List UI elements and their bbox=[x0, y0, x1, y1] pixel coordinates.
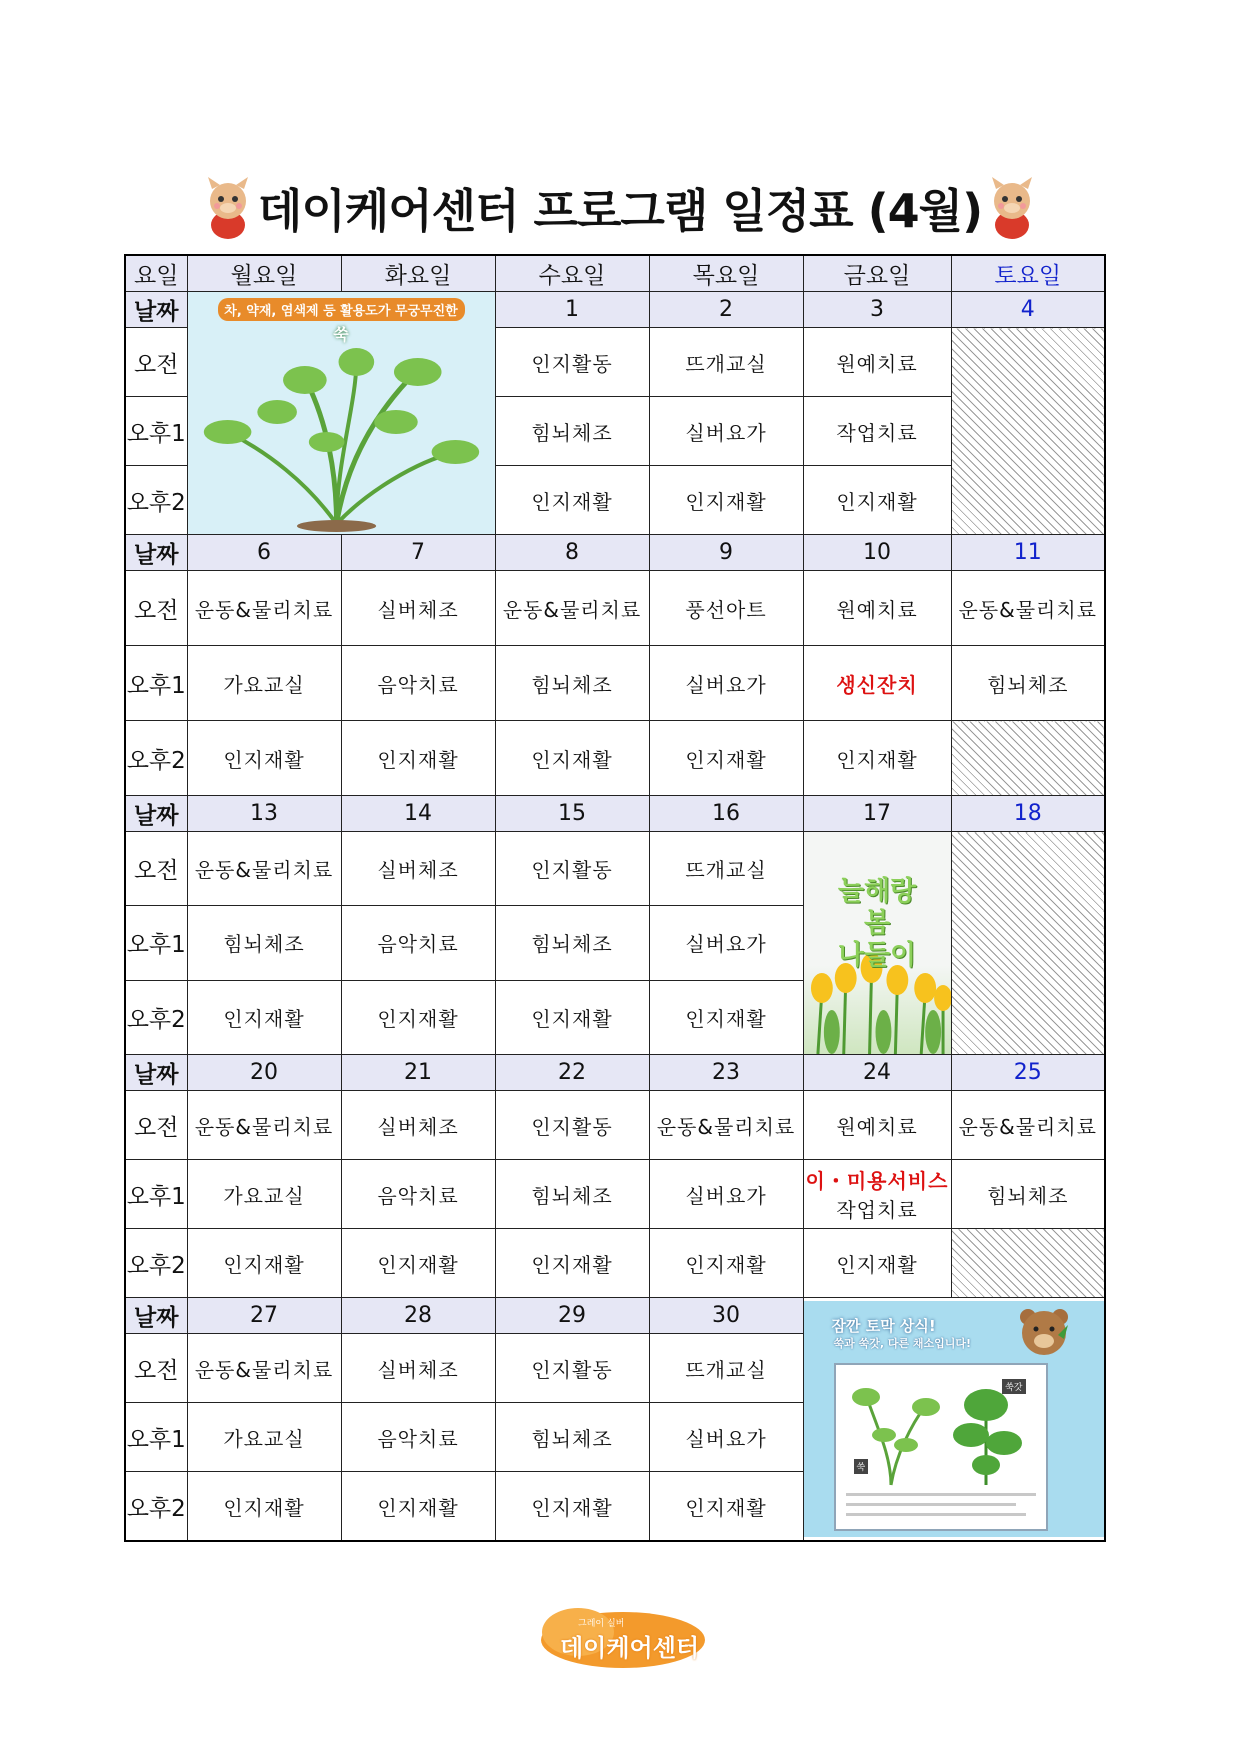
activity-cell: 음악치료 bbox=[341, 906, 495, 980]
pm1-label: 오후1 bbox=[125, 646, 187, 721]
date-cell: 10 bbox=[803, 535, 951, 571]
am-label: 오전 bbox=[125, 1334, 187, 1403]
logo-subtext: 그레이 실버 bbox=[578, 1619, 625, 1629]
date-cell: 13 bbox=[187, 796, 341, 832]
activity-cell: 힘뇌체조 bbox=[495, 646, 649, 721]
am-label: 오전 bbox=[125, 328, 187, 397]
activity-cell: 인지재활 bbox=[341, 1229, 495, 1298]
header-mon: 월요일 bbox=[187, 255, 341, 292]
activity-cell: 운동&물리치료 bbox=[495, 571, 649, 646]
schedule-table bbox=[124, 254, 1106, 1542]
week3-date-row bbox=[125, 796, 1105, 832]
spring-outing-illustration bbox=[803, 832, 951, 1055]
closed-cell bbox=[951, 832, 1105, 1055]
header-sat: 토요일 bbox=[951, 255, 1105, 292]
date-cell: 9 bbox=[649, 535, 803, 571]
activity-cell: 힘뇌체조 bbox=[187, 906, 341, 980]
date-cell: 17 bbox=[803, 796, 951, 832]
closed-cell bbox=[951, 328, 1105, 535]
activity-cell: 운동&물리치료 bbox=[951, 571, 1105, 646]
activity-cell: 인지재활 bbox=[649, 1229, 803, 1298]
activity-text: 작업치료 bbox=[836, 1198, 918, 1222]
activity-cell: 인지재활 bbox=[187, 1472, 341, 1542]
week4-pm2-row bbox=[125, 1229, 1105, 1298]
week5-date-row bbox=[125, 1298, 1105, 1334]
date-label: 날짜 bbox=[125, 1055, 187, 1091]
mascot-right-icon bbox=[984, 175, 1040, 241]
date-cell: 3 bbox=[803, 292, 951, 328]
date-label: 날짜 bbox=[125, 535, 187, 571]
date-cell-sat: 25 bbox=[951, 1055, 1105, 1091]
date-cell: 21 bbox=[341, 1055, 495, 1091]
date-cell: 15 bbox=[495, 796, 649, 832]
logo-text: 데이케어센터 bbox=[560, 1634, 700, 1662]
date-cell: 23 bbox=[649, 1055, 803, 1091]
date-cell-sat: 4 bbox=[951, 292, 1105, 328]
activity-cell: 인지활동 bbox=[495, 1091, 649, 1160]
week2-am-row bbox=[125, 571, 1105, 646]
activity-cell: 운동&물리치료 bbox=[187, 832, 341, 906]
activity-cell: 인지재활 bbox=[649, 466, 803, 535]
spring-text-1: 늘해랑 bbox=[837, 876, 917, 907]
week4-pm1-row bbox=[125, 1160, 1105, 1229]
activity-cell: 실버체조 bbox=[341, 571, 495, 646]
date-cell: 30 bbox=[649, 1298, 803, 1334]
header-wed: 수요일 bbox=[495, 255, 649, 292]
beauty-service-label: 이・미용서비스 bbox=[805, 1169, 949, 1193]
activity-cell: 인지재활 bbox=[495, 1229, 649, 1298]
activity-cell: 인지재활 bbox=[341, 980, 495, 1054]
quiz-label-ssuk: 쑥 bbox=[854, 1459, 869, 1474]
pm1-label: 오후1 bbox=[125, 1403, 187, 1472]
pm1-label: 오후1 bbox=[125, 906, 187, 980]
activity-cell: 가요교실 bbox=[187, 646, 341, 721]
date-label: 날짜 bbox=[125, 796, 187, 832]
activity-cell: 실버요가 bbox=[649, 1160, 803, 1229]
ssuk-caption: 차, 약재, 염색제 등 활용도가 무궁무진한 bbox=[218, 298, 465, 321]
date-cell: 1 bbox=[495, 292, 649, 328]
week2-date-row bbox=[125, 535, 1105, 571]
date-cell: 8 bbox=[495, 535, 649, 571]
date-label: 날짜 bbox=[125, 1298, 187, 1334]
date-cell: 6 bbox=[187, 535, 341, 571]
activity-cell: 인지재활 bbox=[187, 980, 341, 1054]
activity-cell: 인지재활 bbox=[187, 1229, 341, 1298]
week4-date-row bbox=[125, 1055, 1105, 1091]
pm2-label: 오후2 bbox=[125, 1229, 187, 1298]
quiz-panel bbox=[834, 1363, 1048, 1531]
page-title: 데이케어센터 프로그램 일정표 (4월) bbox=[257, 184, 983, 238]
header-thu: 목요일 bbox=[649, 255, 803, 292]
pm1-label: 오후1 bbox=[125, 397, 187, 466]
date-label: 날짜 bbox=[125, 292, 187, 328]
date-cell: 22 bbox=[495, 1055, 649, 1091]
activity-cell: 힘뇌체조 bbox=[495, 1403, 649, 1472]
am-label: 오전 bbox=[125, 571, 187, 646]
activity-cell: 가요교실 bbox=[187, 1160, 341, 1229]
ssuk-illustration bbox=[187, 292, 495, 535]
activity-cell: 인지재활 bbox=[803, 466, 951, 535]
header-row bbox=[125, 255, 1105, 292]
activity-cell bbox=[803, 1160, 951, 1229]
date-cell: 24 bbox=[803, 1055, 951, 1091]
activity-cell: 뜨개교실 bbox=[649, 1334, 803, 1403]
quiz-illustration bbox=[803, 1298, 1105, 1542]
activity-cell: 힘뇌체조 bbox=[951, 646, 1105, 721]
activity-cell: 인지재활 bbox=[803, 1229, 951, 1298]
date-cell: 27 bbox=[187, 1298, 341, 1334]
quiz-label-ssukgat: 쑥갓 bbox=[1002, 1379, 1025, 1394]
week2-pm1-row bbox=[125, 646, 1105, 721]
activity-cell: 실버요가 bbox=[649, 906, 803, 980]
closed-cell bbox=[951, 1229, 1105, 1298]
date-cell: 2 bbox=[649, 292, 803, 328]
am-label: 오전 bbox=[125, 1091, 187, 1160]
date-cell: 16 bbox=[649, 796, 803, 832]
activity-cell: 운동&물리치료 bbox=[951, 1091, 1105, 1160]
pm2-label: 오후2 bbox=[125, 466, 187, 535]
activity-cell: 실버체조 bbox=[341, 832, 495, 906]
week3-am-row bbox=[125, 832, 1105, 906]
date-cell-sat: 18 bbox=[951, 796, 1105, 832]
center-logo bbox=[538, 1604, 708, 1672]
mascot-left-icon bbox=[200, 175, 256, 241]
pm2-label: 오후2 bbox=[125, 980, 187, 1054]
activity-cell: 인지재활 bbox=[187, 721, 341, 796]
activity-cell: 원예치료 bbox=[803, 571, 951, 646]
activity-cell: 인지재활 bbox=[495, 1472, 649, 1542]
activity-cell: 실버요가 bbox=[649, 397, 803, 466]
header-tue: 화요일 bbox=[341, 255, 495, 292]
activity-cell: 음악치료 bbox=[341, 1403, 495, 1472]
activity-cell: 실버체조 bbox=[341, 1091, 495, 1160]
activity-cell: 운동&물리치료 bbox=[187, 1334, 341, 1403]
activity-cell: 인지재활 bbox=[495, 466, 649, 535]
pm2-label: 오후2 bbox=[125, 1472, 187, 1542]
activity-cell: 가요교실 bbox=[187, 1403, 341, 1472]
activity-cell: 인지재활 bbox=[495, 980, 649, 1054]
activity-cell: 인지재활 bbox=[649, 721, 803, 796]
activity-cell: 운동&물리치료 bbox=[187, 571, 341, 646]
date-cell: 14 bbox=[341, 796, 495, 832]
activity-cell: 음악치료 bbox=[341, 646, 495, 721]
activity-cell: 풍선아트 bbox=[649, 571, 803, 646]
closed-cell bbox=[951, 721, 1105, 796]
week4-am-row bbox=[125, 1091, 1105, 1160]
activity-cell: 실버체조 bbox=[341, 1334, 495, 1403]
date-cell: 29 bbox=[495, 1298, 649, 1334]
activity-cell: 힘뇌체조 bbox=[495, 1160, 649, 1229]
activity-cell: 인지재활 bbox=[495, 721, 649, 796]
am-label: 오전 bbox=[125, 832, 187, 906]
activity-cell: 힘뇌체조 bbox=[495, 397, 649, 466]
activity-cell: 운동&물리치료 bbox=[187, 1091, 341, 1160]
activity-cell: 뜨개교실 bbox=[649, 832, 803, 906]
header-fri: 금요일 bbox=[803, 255, 951, 292]
activity-cell: 원예치료 bbox=[803, 1091, 951, 1160]
week1-date-row bbox=[125, 292, 1105, 328]
spring-text-3: 나들이 bbox=[837, 940, 917, 971]
ssuk-name: 쑥 bbox=[333, 325, 349, 344]
spring-text-2: 봄 bbox=[863, 908, 891, 939]
activity-cell: 실버요가 bbox=[649, 646, 803, 721]
activity-cell: 음악치료 bbox=[341, 1160, 495, 1229]
quiz-subtitle: 쑥과 쑥갓, 다른 채소입니다! bbox=[833, 1337, 972, 1350]
activity-cell: 실버요가 bbox=[649, 1403, 803, 1472]
activity-cell: 인지재활 bbox=[341, 721, 495, 796]
activity-cell: 인지재활 bbox=[649, 1472, 803, 1542]
activity-cell: 인지활동 bbox=[495, 1334, 649, 1403]
week2-pm2-row bbox=[125, 721, 1105, 796]
activity-cell: 작업치료 bbox=[803, 397, 951, 466]
activity-cell: 인지활동 bbox=[495, 328, 649, 397]
title-row bbox=[0, 168, 1240, 248]
date-cell: 28 bbox=[341, 1298, 495, 1334]
birthday-party-cell: 생신잔치 bbox=[803, 646, 951, 721]
pm1-label: 오후1 bbox=[125, 1160, 187, 1229]
activity-cell: 운동&물리치료 bbox=[649, 1091, 803, 1160]
date-cell-sat: 11 bbox=[951, 535, 1105, 571]
activity-cell: 인지재활 bbox=[341, 1472, 495, 1542]
bear-icon bbox=[1014, 1305, 1074, 1361]
date-cell: 20 bbox=[187, 1055, 341, 1091]
header-label: 요일 bbox=[125, 255, 187, 292]
activity-cell: 힘뇌체조 bbox=[495, 906, 649, 980]
activity-cell: 뜨개교실 bbox=[649, 328, 803, 397]
activity-cell: 인지재활 bbox=[803, 721, 951, 796]
activity-cell: 인지재활 bbox=[649, 980, 803, 1054]
activity-cell: 인지활동 bbox=[495, 832, 649, 906]
activity-cell: 힘뇌체조 bbox=[951, 1160, 1105, 1229]
date-cell: 7 bbox=[341, 535, 495, 571]
pm2-label: 오후2 bbox=[125, 721, 187, 796]
quiz-title: 잠깐 토막 상식! bbox=[831, 1317, 936, 1335]
activity-cell: 원예치료 bbox=[803, 328, 951, 397]
